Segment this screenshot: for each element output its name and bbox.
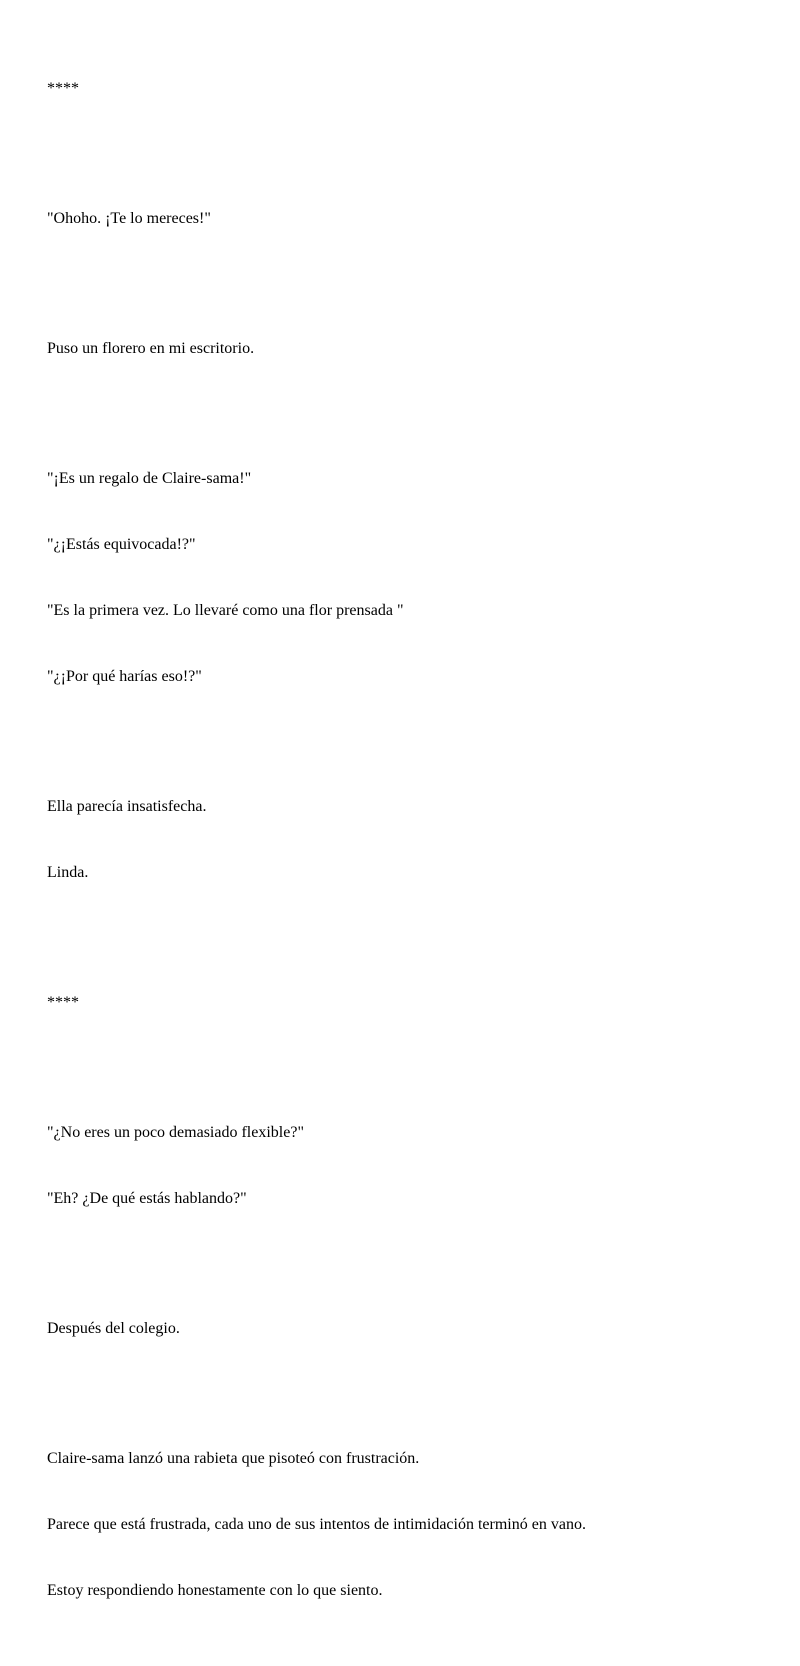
- text-line: "Es la primera vez. Lo llevaré como una flor prensada ": [47, 602, 404, 619]
- text-line: "Ohoho. ¡Te lo mereces!": [47, 210, 211, 227]
- text-line: "¿¡Estás equivocada!?": [47, 536, 196, 553]
- dialogue-block: [47, 1078, 767, 1254]
- scene-separator: [47, 34, 767, 144]
- document-body: [47, 34, 767, 1666]
- text-line: "¿No eres un poco demasiado flexible?": [47, 1124, 304, 1141]
- text-line: "¡Es un regalo de Claire-sama!": [47, 470, 252, 487]
- text-line: Claire-sama lanzó una rabieta que pisoteó con frustración.: [47, 1450, 420, 1467]
- text-line: "Eh? ¿De qué estás hablando?": [47, 1190, 247, 1207]
- text-line: Linda.: [47, 864, 89, 881]
- paragraph: [47, 752, 767, 928]
- paragraph: [47, 164, 767, 274]
- text-line: "¿¡Por qué harías eso!?": [47, 668, 202, 685]
- scene-separator: [47, 948, 767, 1058]
- paragraph: [47, 1274, 767, 1384]
- text-line: ****: [47, 80, 79, 97]
- text-line: Después del colegio.: [47, 1320, 180, 1337]
- paragraph: [47, 1404, 767, 1646]
- text-line: Puso un florero en mi escritorio.: [47, 340, 255, 357]
- dialogue-block: [47, 424, 767, 732]
- text-line: Estoy respondiendo honestamente con lo que siento.: [47, 1582, 383, 1599]
- text-line: ****: [47, 994, 79, 1011]
- text-line: Ella parecía insatisfecha.: [47, 798, 207, 815]
- paragraph: [47, 294, 767, 404]
- text-line: Parece que está frustrada, cada uno de sus intentos de intimidación terminó en vano.: [47, 1516, 586, 1533]
